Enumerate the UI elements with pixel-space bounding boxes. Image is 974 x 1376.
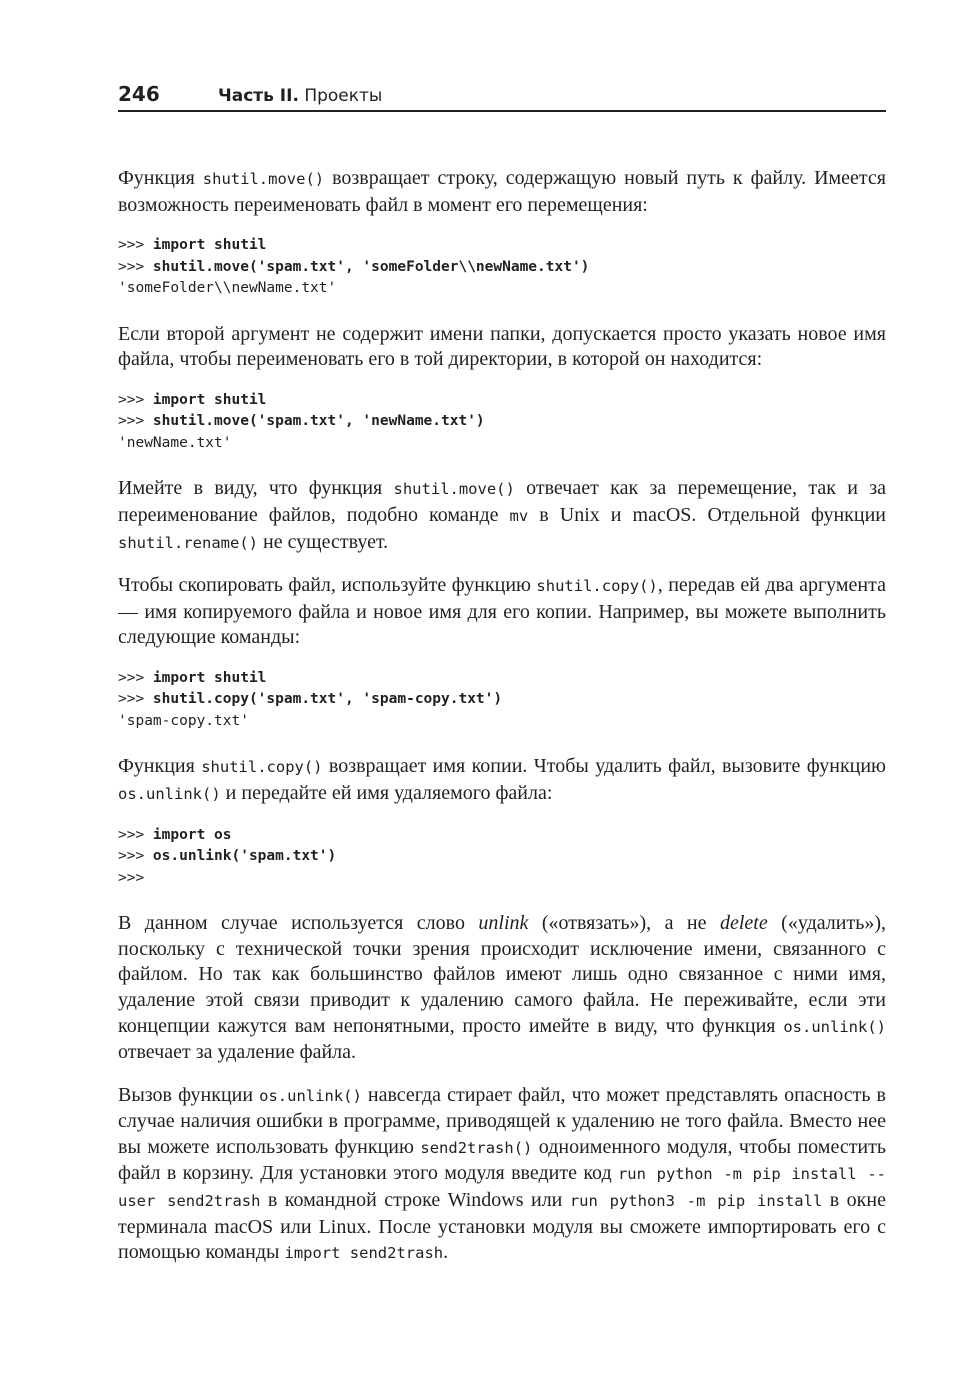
inline-code: mv [509,506,529,525]
inline-code: run python -m pip install --user send2trash [118,1165,886,1211]
inline-code: os.unlink() [783,1017,886,1036]
page-body [118,166,886,1267]
paragraph [118,476,886,556]
code-block [118,825,886,890]
inline-code: send2trash() [420,1138,533,1157]
paragraph [118,754,886,807]
repl-prompt: >>> [118,669,153,686]
book-page [118,82,886,1284]
repl-prompt: >>> [118,391,153,408]
code-line [118,825,886,847]
inline-code: os.unlink() [259,1086,362,1105]
inline-code: os.unlink() [118,785,221,804]
text-run: В данном случае используется слово [118,912,479,935]
code-line [118,433,886,455]
text-run: («удалить»), поскольку с технической точки зрения происходит исключение имени, связанного с файлом. Но так как большинство файлов имеют лишь одно связанное с ними имя, удаление этой связи приводит к удалению самого файла. Не переживайте, если эти концепции кажутся вам непонятными, просто имейте в виду, что функция [118,912,886,1037]
repl-prompt: >>> [118,869,145,886]
repl-prompt: >>> [118,413,153,430]
code-input: shutil.move('spam.txt', 'newName.txt') [152,413,485,430]
code-output: 'someFolder\\newName.txt' [118,280,337,297]
text-run: навсегда стирает файл, что может представлять опасность в случае наличия ошибки в программе, приводящей к удалению не того файла. Вместо нее вы можете использовать функцию [118,1083,887,1158]
code-line [118,390,886,412]
code-output: 'spam-copy.txt' [118,712,249,729]
text-run: отвечает как за перемещение, так и за переименование файлов, подобно команде [118,477,886,526]
repl-prompt: >>> [118,258,153,275]
inline-code: shutil.copy() [536,577,658,596]
text-run: Чтобы скопировать файл, используйте функцию [118,574,537,597]
inline-code: import send2trash [284,1244,444,1263]
code-input: import shutil [152,237,267,254]
code-input: import os [152,826,232,843]
page-number: 246 [118,82,160,106]
text-run: Имейте в виду, что функция [118,477,394,500]
code-line [118,689,886,711]
text-run: в окне терминала macOS или Linux. После установки модуля вы сможете импортировать его с помощью команды [118,1189,886,1264]
inline-code: run python3 -m pip install [569,1192,823,1211]
text-run: возвращает строку, содержащую новый путь к файлу. Имеется возможность переименовать файл в момент его перемещения: [118,167,886,216]
code-block [118,668,886,733]
code-block [118,390,886,455]
repl-prompt: >>> [118,691,153,708]
code-input: os.unlink('spam.txt') [152,848,337,865]
text-run: . [443,1241,449,1264]
code-block [118,235,886,300]
code-output: 'newName.txt' [118,434,232,451]
code-input: shutil.move('spam.txt', 'someFolder\\newName.txt') [152,258,590,275]
inline-code: shutil.move() [202,170,325,188]
paragraph [118,911,886,1066]
repl-prompt: >>> [118,237,153,254]
chapter-title [218,86,382,106]
text-run: , передав ей два аргумента — имя копируемого файла и новое имя для его копии. Например, вы можете выполнить следующие команды: [118,574,886,649]
paragraph [118,166,886,218]
code-input: import shutil [152,391,267,408]
repl-prompt: >>> [118,848,153,865]
code-input: shutil.copy('spam.txt', 'spam-copy.txt') [152,691,503,708]
text-run: Функция [118,167,203,189]
text-run: Функция [118,755,202,778]
text-run: в Unix и macOS. Отдельной функции [528,503,886,526]
code-line [118,235,886,257]
text-run: в командной строке Windows или [260,1189,570,1212]
text-run: одноименного модуля, чтобы поместить файл в корзину. Для установки этого модуля введите код [118,1135,886,1185]
text-run: не существует. [257,530,389,553]
running-header [118,82,886,112]
inline-code: shutil.move() [393,480,515,499]
text-run: отвечает за удаление файла. [118,1041,357,1064]
inline-code: shutil.rename() [118,533,258,552]
repl-prompt: >>> [118,826,153,843]
text-run: возвращает имя копии. Чтобы удалить файл, вызовите функцию [322,755,887,778]
paragraph [118,322,886,373]
paragraph [118,1083,886,1267]
code-line [118,846,886,868]
text-run: Если второй аргумент не содержит имени папки, допускается просто указать новое имя файла, чтобы переименовать его в той директории, в которой он находится: [118,322,886,371]
code-line [118,868,886,890]
code-line [118,668,886,690]
code-input: import shutil [152,669,267,686]
code-line [118,411,886,433]
part-title: Проекты [304,86,383,106]
code-line [118,711,886,733]
inline-code: shutil.copy() [201,758,323,777]
emphasis: delete [719,912,768,935]
part-label: Часть II. [218,86,299,106]
code-line [118,257,886,279]
paragraph [118,573,886,651]
text-run: и передайте ей имя удаляемого файла: [220,782,553,805]
text-run: Вызов функции [118,1083,260,1106]
emphasis: unlink [478,912,529,935]
text-run: («отвязать»), а не [528,912,720,935]
code-line [118,278,886,300]
